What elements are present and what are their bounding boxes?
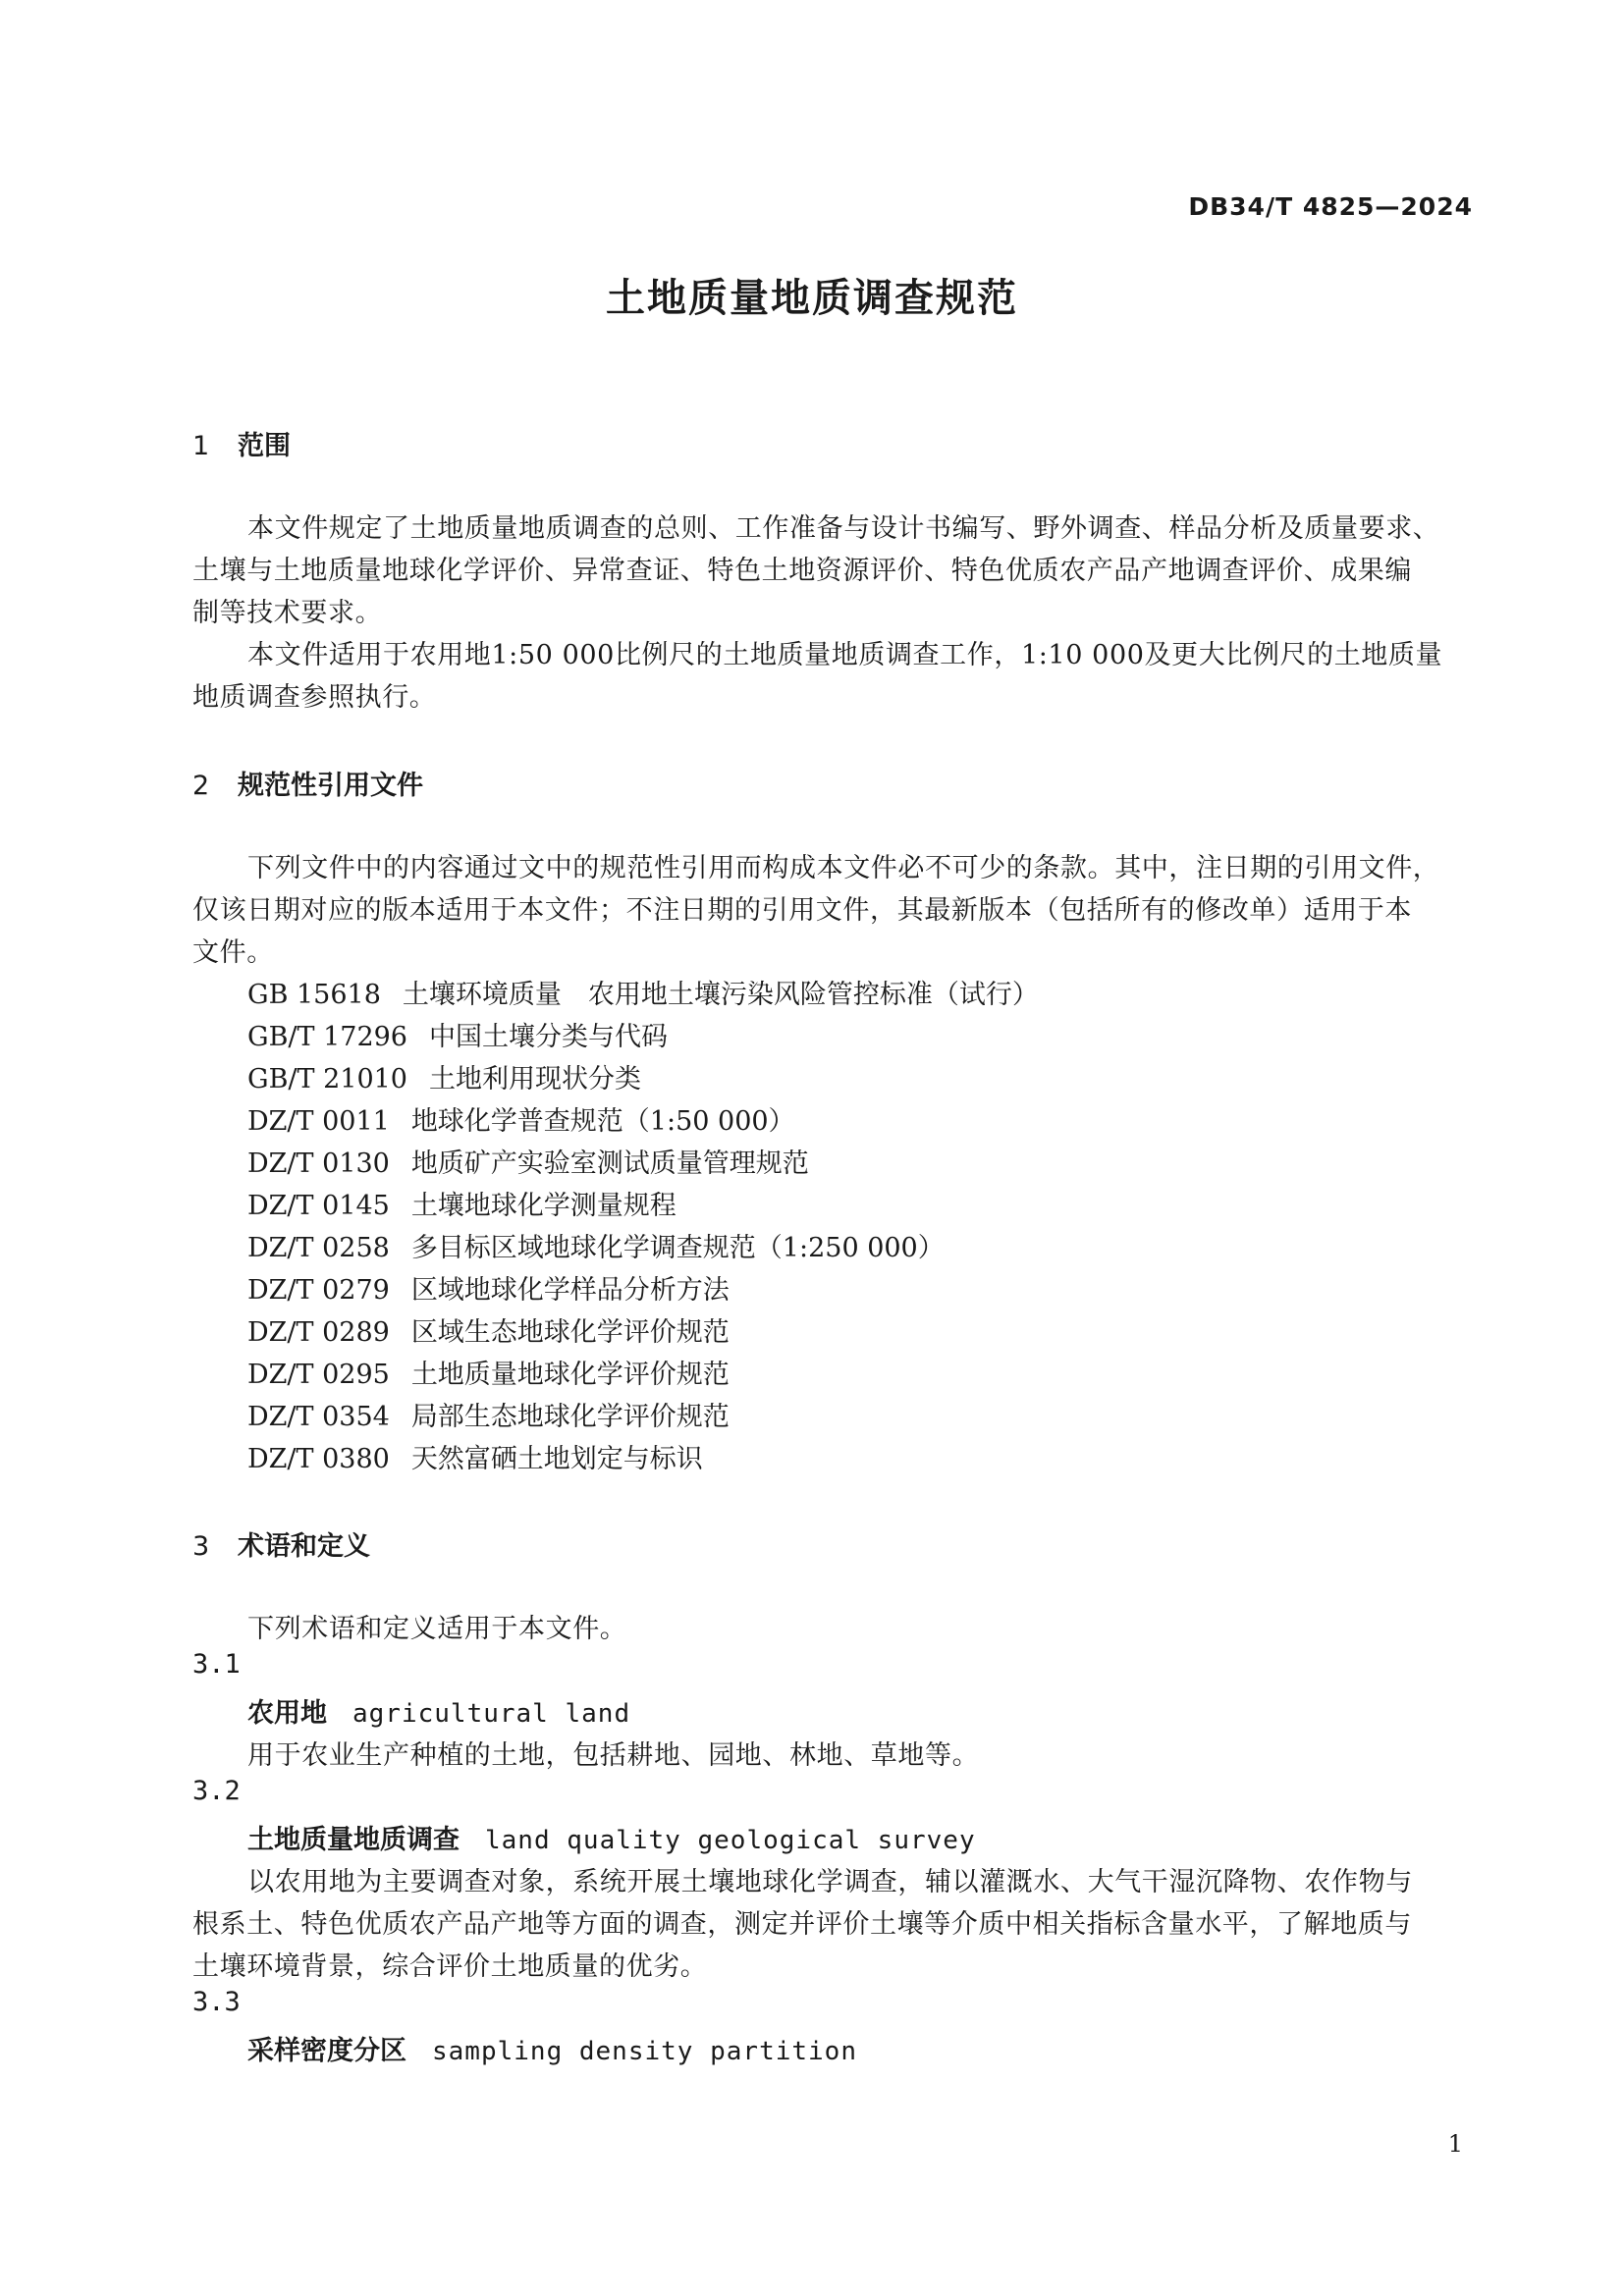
reference-name: 地球化学普查规范（1:50 000） — [410, 1106, 795, 1137]
term-number: 3.1 — [192, 1649, 241, 1680]
reference-code: DZ/T 0130 — [247, 1148, 390, 1179]
reference-item — [247, 973, 1039, 1011]
paragraph-line: 下列术语和定义适用于本文件。 — [247, 1614, 627, 1644]
reference-item — [247, 1353, 730, 1391]
paragraph-line: 下列文件中的内容通过文中的规范性引用而构成本文件必不可少的条款。其中，注日期的引用文件， — [247, 853, 1440, 883]
term-english: sampling density partition — [432, 2037, 857, 2066]
term-heading — [247, 1691, 630, 1730]
reference-name: 局部生态地球化学评价规范 — [410, 1402, 730, 1432]
reference-code: DZ/T 0145 — [247, 1191, 390, 1221]
reference-name: 多目标区域地球化学调查规范（1:250 000） — [410, 1233, 945, 1263]
reference-code: GB/T 21010 — [247, 1064, 407, 1095]
document-title: 土地质量地质调查规范 — [606, 276, 1018, 321]
term-definition-line: 土壤环境背景，综合评价土地质量的优劣。 — [192, 1951, 708, 1982]
reference-code: DZ/T 0295 — [247, 1360, 390, 1390]
section-title: 范围 — [238, 431, 291, 461]
reference-item — [247, 1015, 668, 1053]
term-english: agricultural land — [352, 1699, 631, 1729]
term-chinese: 土地质量地质调查 — [247, 1825, 460, 1855]
term-heading — [247, 2029, 857, 2067]
reference-code: DZ/T 0279 — [247, 1275, 390, 1306]
paragraph-line: 本文件适用于农用地1:50 000比例尺的土地质量地质调查工作，1:10 000及更大比例尺的土地质量 — [247, 640, 1443, 670]
standard-code: DB34/T 4825—2024 — [1188, 192, 1473, 221]
reference-item — [247, 1437, 703, 1475]
reference-code: DZ/T 0380 — [247, 1444, 390, 1474]
section-title: 术语和定义 — [238, 1531, 370, 1562]
reference-name: 地质矿产实验室测试质量管理规范 — [410, 1148, 809, 1179]
reference-code: DZ/T 0354 — [247, 1402, 390, 1432]
term-definition-line: 根系土、特色优质农产品产地等方面的调查，测定并评价土壤等介质中相关指标含量水平，了解地质与 — [192, 1909, 1412, 1940]
reference-item — [247, 1268, 730, 1307]
reference-item — [247, 1184, 677, 1222]
term-chinese: 采样密度分区 — [247, 2036, 406, 2066]
reference-item — [247, 1395, 730, 1433]
reference-name: 土壤地球化学测量规程 — [410, 1191, 677, 1221]
paragraph-line: 仅该日期对应的版本适用于本文件；不注日期的引用文件，其最新版本（包括所有的修改单）适用于本 — [192, 895, 1412, 926]
term-heading — [247, 1818, 976, 1856]
reference-code: GB/T 17296 — [247, 1022, 407, 1052]
term-english: land quality geological survey — [485, 1826, 976, 1855]
term-definition-line: 用于农业生产种植的土地，包括耕地、园地、林地、草地等。 — [247, 1740, 980, 1771]
reference-code: GB 15618 — [247, 980, 381, 1010]
reference-name: 中国土壤分类与代码 — [429, 1022, 668, 1052]
reference-code: DZ/T 0289 — [247, 1317, 390, 1348]
section-number: 2 — [192, 771, 210, 801]
page-number: 1 — [1447, 2130, 1463, 2158]
reference-name: 区域地球化学样品分析方法 — [410, 1275, 730, 1306]
paragraph-line: 地质调查参照执行。 — [192, 682, 437, 713]
section-number: 3 — [192, 1531, 210, 1562]
section-1-heading — [192, 424, 291, 462]
paragraph-line: 文件。 — [192, 937, 274, 968]
paragraph-line: 土壤与土地质量地球化学评价、异常查证、特色土地资源评价、特色优质农产品产地调查评价、成果编 — [192, 556, 1412, 586]
reference-item — [247, 1142, 809, 1180]
term-number: 3.2 — [192, 1776, 241, 1806]
reference-code: DZ/T 0011 — [247, 1106, 390, 1137]
term-definition-line: 以农用地为主要调查对象，系统开展土壤地球化学调查，辅以灌溉水、大气干湿沉降物、农作物与 — [247, 1867, 1413, 1897]
reference-item — [247, 1099, 795, 1138]
section-3-heading — [192, 1524, 370, 1563]
reference-name: 土壤环境质量 农用地土壤污染风险管控标准（试行） — [402, 980, 1039, 1010]
paragraph-line: 本文件规定了土地质量地质调查的总则、工作准备与设计书编写、野外调查、样品分析及质量要求、 — [247, 513, 1440, 544]
reference-name: 区域生态地球化学评价规范 — [410, 1317, 730, 1348]
term-number: 3.3 — [192, 1987, 241, 2017]
section-title: 规范性引用文件 — [238, 771, 423, 801]
reference-name: 土地质量地球化学评价规范 — [410, 1360, 730, 1390]
reference-name: 土地利用现状分类 — [429, 1064, 641, 1095]
paragraph-line: 制等技术要求。 — [192, 598, 383, 628]
reference-item — [247, 1310, 730, 1349]
reference-code: DZ/T 0258 — [247, 1233, 390, 1263]
reference-item — [247, 1057, 641, 1095]
reference-item — [247, 1226, 945, 1264]
reference-name: 天然富硒土地划定与标识 — [410, 1444, 703, 1474]
section-2-heading — [192, 764, 423, 802]
term-chinese: 农用地 — [247, 1698, 327, 1729]
section-number: 1 — [192, 431, 210, 461]
